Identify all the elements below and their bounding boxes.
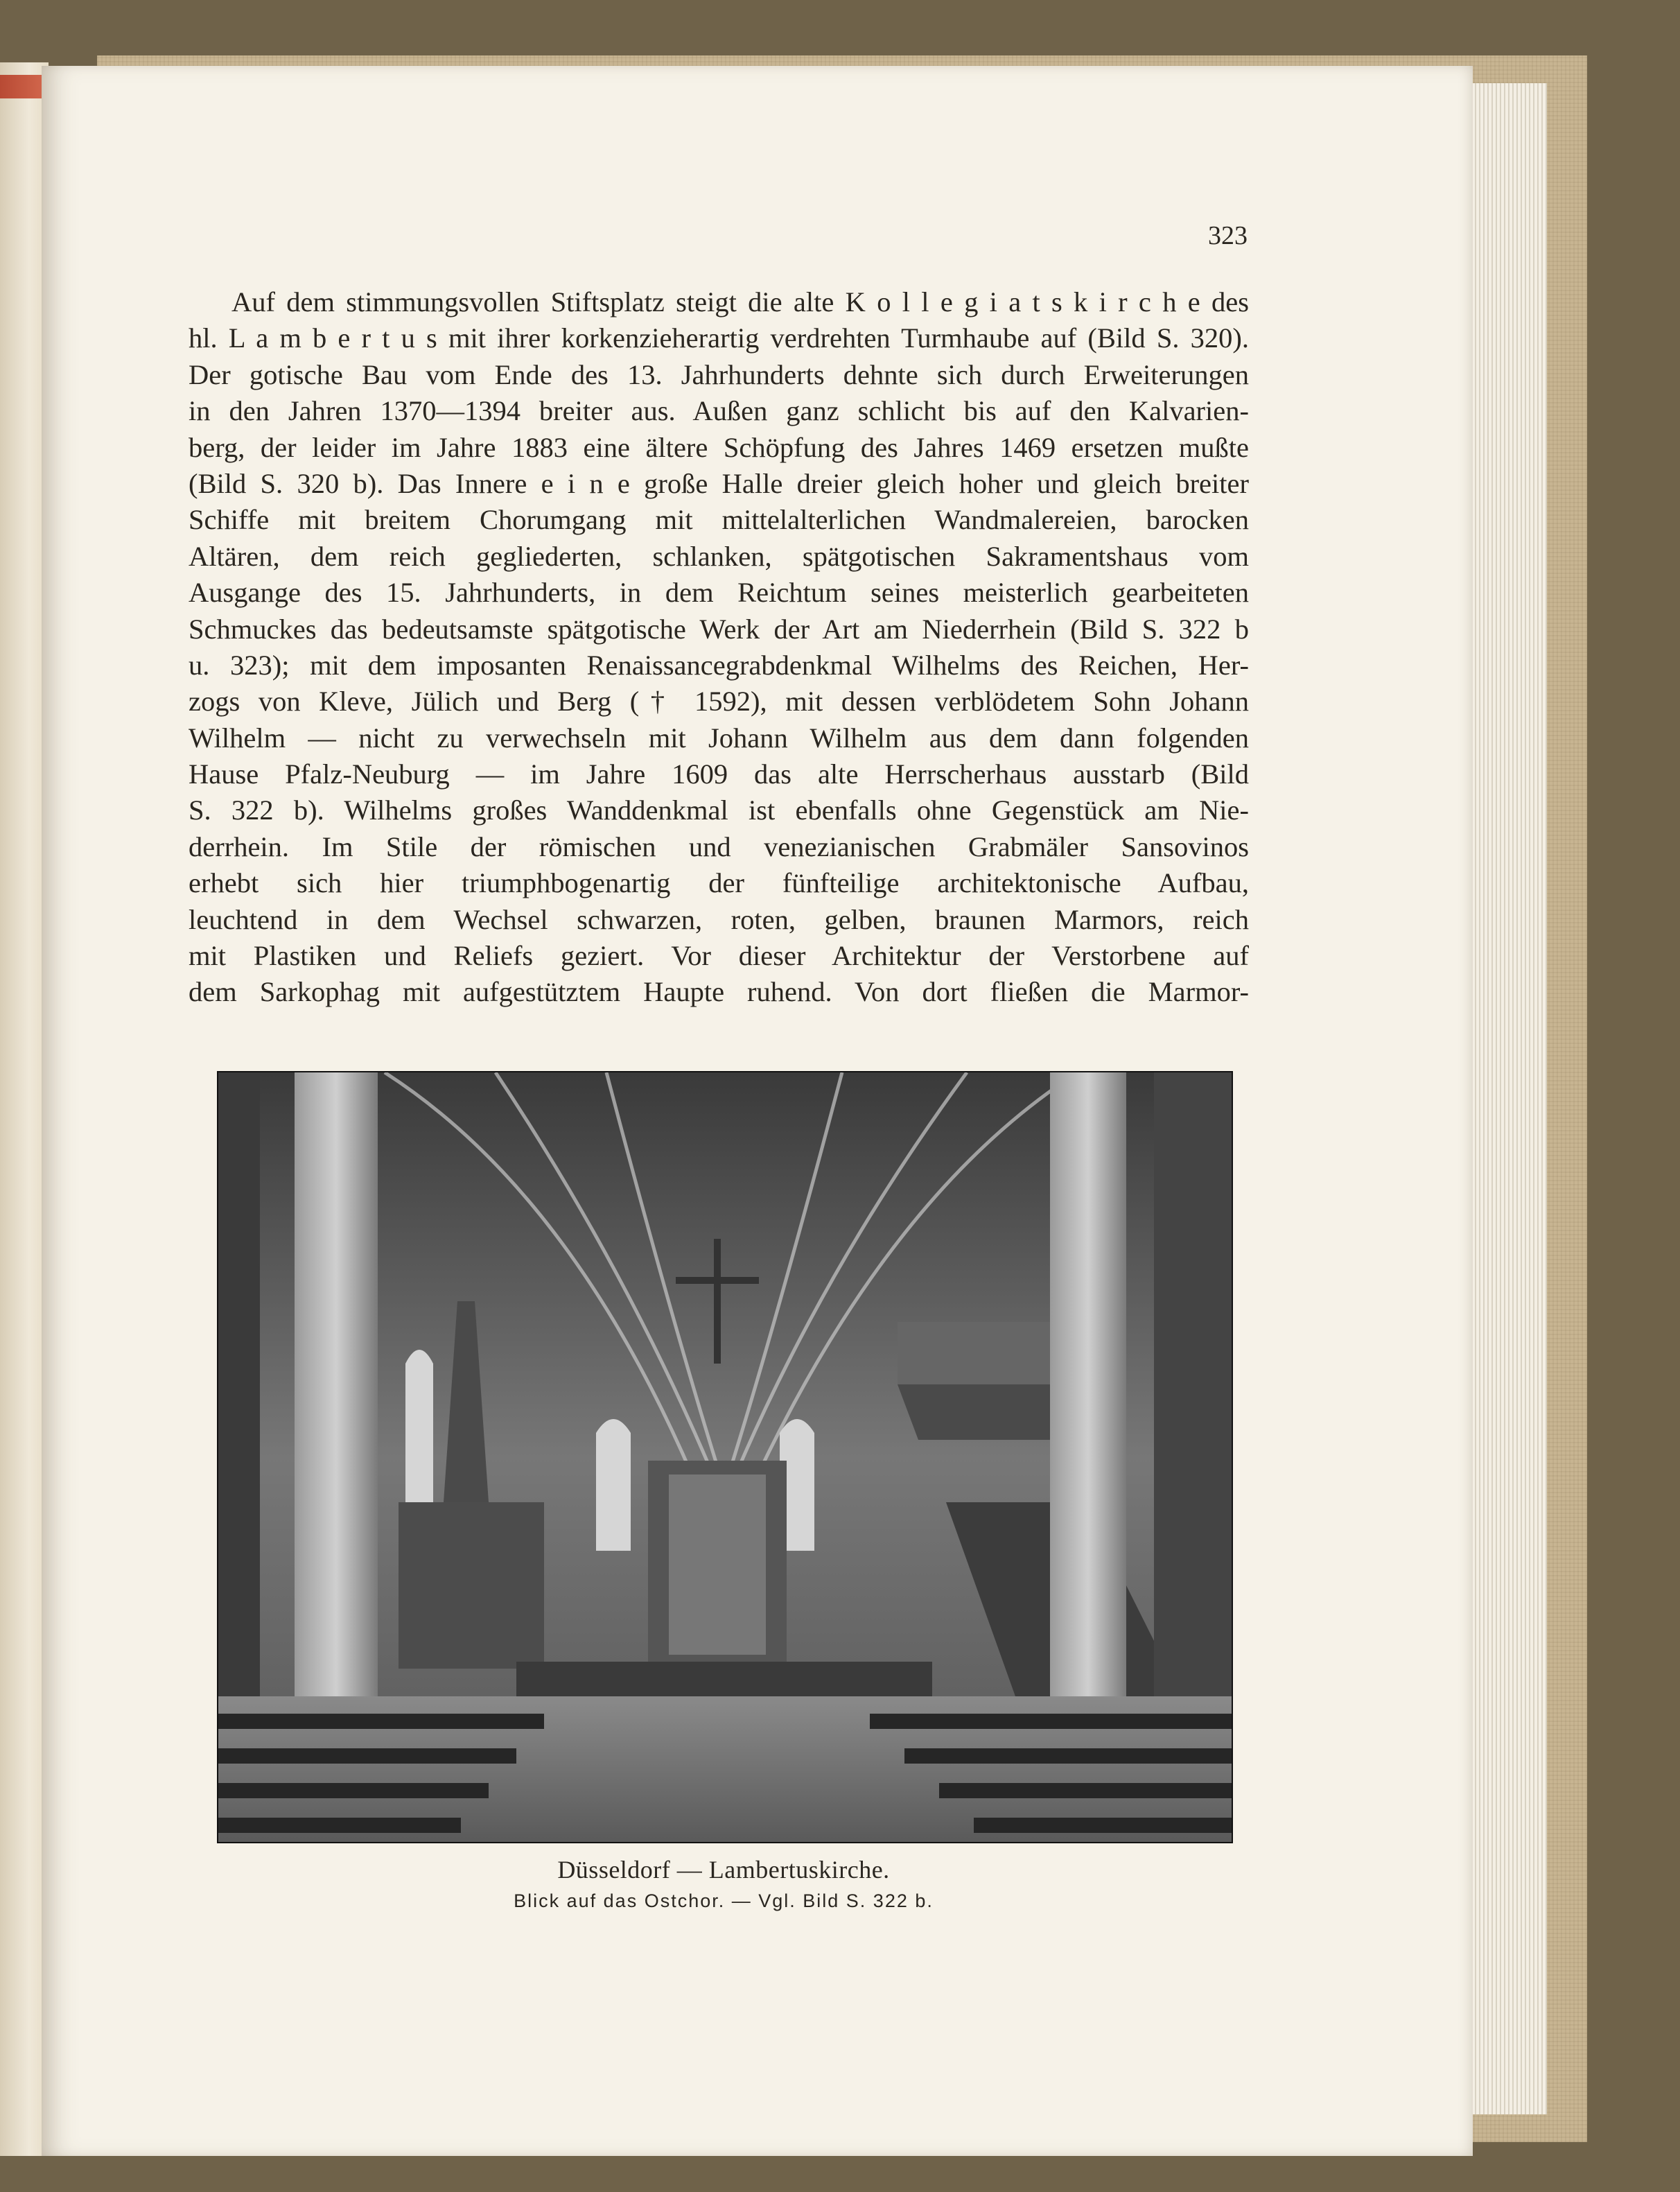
text-line: leuchtend in dem Wechsel schwarzen, roten, gelben, braunen Marmors, reich (189, 903, 1249, 935)
text-line: S. 322 b). Wilhelms großes Wanddenkmal ist ebenfalls ohne Gegenstück am Nie- (189, 794, 1249, 826)
text-line: berg, der leider im Jahre 1883 eine ältere Schöpfung des Jahres 1469 ersetzen mußte (189, 431, 1249, 463)
text-line: Ausgange des 15. Jahrhunderts, in dem Reichtum seines meisterlich gearbeiteten (189, 577, 1249, 609)
text-line: in den Jahren 1370—1394 breiter aus. Außen ganz schlicht bis auf den Kalvarien- (189, 395, 1249, 427)
body-text (189, 284, 1249, 1011)
text-line: Schmuckes das bedeutsamste spätgotische Werk der Art am Niederrhein (Bild S. 322 b (189, 613, 1249, 645)
text-line: Auf dem stimmungsvollen Stiftsplatz steigt die alte K o l l e g i a t s k i r c h e des (231, 286, 1249, 318)
text-line: derrhein. Im Stile der römischen und venezianischen Grabmäler Sansovinos (189, 830, 1249, 862)
text-line: dem Sarkophag mit aufgestütztem Haupte ruhend. Von dort fließen die Marmor- (189, 976, 1249, 1008)
text-line: erhebt sich hier triumphbogenartig der fünfteilige architektonische Aufbau, (189, 867, 1249, 899)
text-line: Altären, dem reich gegliederten, schlanken, spätgotischen Sakramentshaus vom (189, 540, 1249, 572)
text-line: Hause Pfalz-Neuburg — im Jahre 1609 das alte Herrscherhaus ausstarb (Bild (189, 758, 1249, 790)
figure-subcaption: Blick auf das Ostchor. — Vgl. Bild S. 322 b. (514, 1890, 934, 1911)
text-line: u. 323); mit dem imposanten Renaissancegrabdenkmal Wilhelms des Reichen, Her- (189, 649, 1249, 681)
text-line: (Bild S. 320 b). Das Innere e i n e große Halle dreier gleich hoher und gleich breiter (189, 467, 1249, 499)
church-interior-photo (217, 1071, 1233, 1843)
text-line: mit Plastiken und Reliefs geziert. Vor dieser Architektur der Verstorbene auf (189, 940, 1249, 972)
text-line: Wilhelm — nicht zu verwechseln mit Johann Wilhelm aus dem dann folgenden (189, 722, 1249, 754)
page-number: 323 (1208, 221, 1248, 250)
text-line: zogs von Kleve, Jülich und Berg († 1592), mit dessen verblödetem Sohn Johann (189, 686, 1249, 717)
text-line: Der gotische Bau vom Ende des 13. Jahrhunderts dehnte sich durch Erweiterungen (189, 358, 1249, 390)
text-line: Schiffe mit breitem Chorumgang mit mittelalterlichen Wandmalereien, barocken (189, 504, 1249, 536)
figure-caption: Düsseldorf — Lambertuskirche. (557, 1856, 890, 1884)
text-line: hl. L a m b e r t u s mit ihrer korkenzieherartig verdrehten Turmhaube auf (Bild S. 320). (189, 322, 1249, 354)
